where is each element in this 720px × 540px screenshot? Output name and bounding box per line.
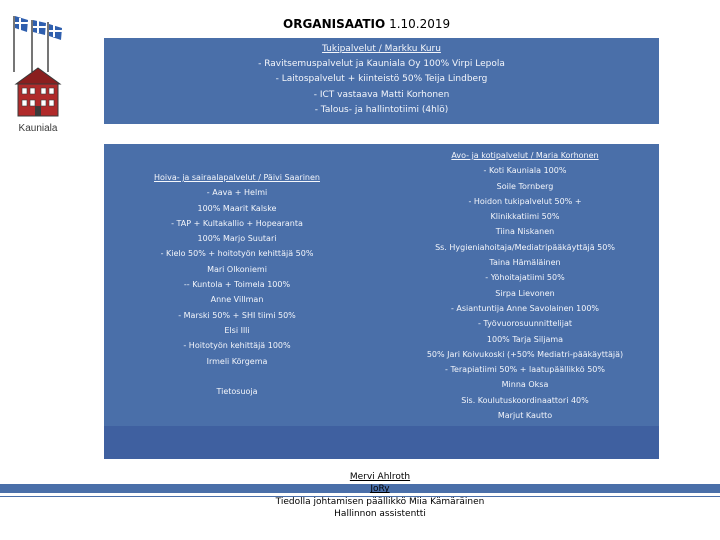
home-line: 100% Tarja Siljama: [486, 334, 564, 344]
management-line: Tiedolla johtamisen päällikkö Miia Kämäräinen: [275, 496, 485, 507]
home-line: Klinikkatiimi 50%: [490, 212, 560, 222]
home-line: Marjut Kautto: [497, 411, 553, 421]
home-line: - Hoidon tukipalvelut 50% +: [468, 196, 582, 206]
logo-text: Kauniala: [18, 123, 58, 134]
care-line: Mari Olkoniemi: [207, 264, 267, 274]
support-services-heading: Tukipalvelut / Markku Kuru: [322, 44, 441, 54]
management-line: Hallinnon assistentti: [334, 509, 426, 520]
care-line: - Aava + Helmi: [206, 188, 268, 198]
main-services-box: [104, 144, 659, 459]
management-section: [220, 471, 540, 521]
home-line: - Työvuorosuunnittelijat: [478, 319, 572, 329]
bottom-strip: [104, 426, 659, 459]
care-line: - Marski 50% + SHI tiimi 50%: [178, 310, 296, 320]
care-line: Elsi Illi: [224, 325, 250, 335]
home-line: 50% Jari Koivukoski (+50% Mediatri-pääkäyttäjä): [426, 349, 624, 359]
care-line: - Hoitotyön kehittäjä 100%: [183, 341, 291, 351]
management-line: JoRy: [370, 484, 390, 495]
home-line: Ss. Hygieniahoitaja/Mediatripääkäyttäjä 50%: [435, 242, 615, 252]
care-line: 100% Marjo Suutari: [197, 234, 277, 244]
care-line: - TAP + Kultakallio + Hopearanta: [171, 218, 303, 228]
title-bold: ORGANISAATIO: [283, 17, 386, 31]
care-line: -- Kuntola + Toimela 100%: [183, 280, 291, 290]
home-line: Sirpa Lievonen: [495, 288, 555, 298]
care-services-column: [104, 170, 370, 399]
home-services-column: [396, 148, 654, 423]
home-line: - Koti Kauniala 100%: [483, 166, 567, 176]
management-name: Mervi Ahlroth: [349, 472, 411, 482]
care-services-heading: Hoiva- ja sairaalapalvelut / Päivi Saarinen: [154, 173, 320, 182]
home-line: Taina Hämäläinen: [489, 258, 561, 268]
home-line: Tiina Niskanen: [495, 227, 555, 237]
home-line: Minna Oksa: [501, 380, 549, 390]
home-line: - Terapiatiimi 50% + laatupäällikkö 50%: [445, 365, 605, 375]
home-services-heading: Avo- ja kotipalvelut / Maria Korhonen: [451, 151, 599, 160]
page-title: [283, 17, 450, 31]
home-line: - Asiantuntija Anne Savolainen 100%: [450, 303, 600, 313]
support-services-box: [104, 38, 659, 124]
data-protection-label: Tietosuoja: [216, 387, 258, 397]
care-line: - Kielo 50% + hoitotyön kehittäjä 50%: [160, 249, 314, 259]
home-line: Soile Tornberg: [496, 181, 554, 191]
support-line: - ICT vastaava Matti Korhonen: [313, 89, 450, 100]
support-line: - Talous- ja hallintotiimi (4hlö): [314, 104, 449, 115]
care-spacer: [104, 369, 370, 384]
home-line: Sis. Koulutuskoordinaattori 40%: [461, 395, 589, 405]
care-line: 100% Maarit Kalske: [197, 203, 277, 213]
kauniala-logo: [6, 10, 70, 134]
support-line: - Laitospalvelut + kiinteistö 50% Teija Lindberg: [275, 74, 488, 85]
support-line: - Ravitsemuspalvelut ja Kauniala Oy 100% Virpi Lepola: [258, 59, 505, 70]
title-date: 1.10.2019: [389, 17, 451, 31]
care-line: Anne Villman: [210, 295, 264, 305]
kauniala-logo-emblem: [6, 10, 70, 134]
home-line: - Yöhoitajatiimi 50%: [485, 273, 565, 283]
care-line: Irmeli Körgema: [206, 356, 268, 366]
